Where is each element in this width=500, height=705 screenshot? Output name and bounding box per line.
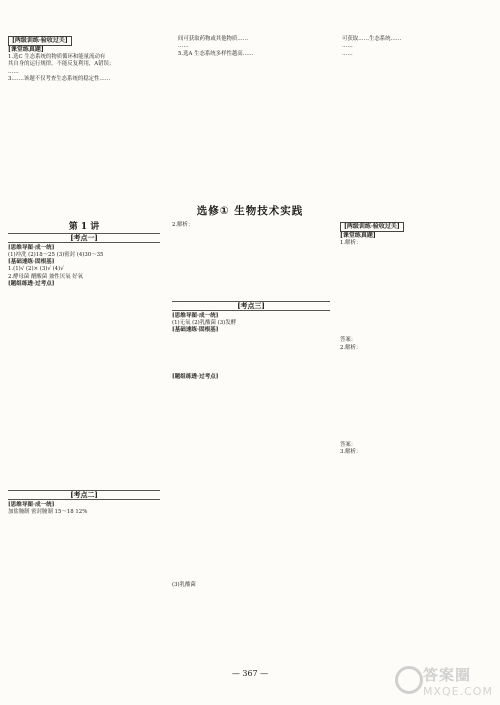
item-line: 答案： — [340, 441, 357, 448]
column-3 — [340, 222, 492, 456]
item-line: 答案： — [340, 337, 357, 344]
spacer — [172, 229, 330, 299]
top-middle-column — [178, 36, 328, 58]
fill-line-3: (1)无氧 (2)乳酸菌 (3)发酵 — [172, 319, 237, 326]
column-2 — [172, 222, 330, 589]
text-line: …… — [8, 68, 19, 75]
watermark-logo-icon — [395, 666, 423, 694]
text-line: 5.选A 生态系统多样性越高…… — [178, 50, 254, 57]
kaodian-2-header: [考点二] — [8, 490, 160, 499]
fill-line: (1)冲洗 (2)18～25 (3)密封 (4)30～35 — [8, 251, 104, 258]
spacer — [340, 352, 492, 442]
text-line: …… — [342, 43, 353, 50]
siwei-header-2: [思维导图·成一统] — [8, 501, 55, 508]
item-line: 2.酵母菌 醋酸菌 兼性厌氧 好氧 — [8, 273, 83, 280]
jiexi-line: 2.解析： — [172, 222, 194, 228]
spacer — [172, 382, 330, 582]
item-line: 3.解析： — [340, 449, 362, 456]
tizu-header: [题组练透·过考点] — [8, 281, 55, 288]
item-line: 1.(1)√ (2)× (3)√ (4)√ — [8, 266, 64, 273]
text-line: 3.……该题不仅考查生态系统的稳定性…… — [8, 75, 111, 82]
spacer — [8, 288, 160, 488]
watermark — [395, 660, 495, 702]
column-1 — [8, 222, 160, 516]
spacer — [340, 247, 492, 337]
fill-line-2: 加盐腌制 密封腌制 15～18 12% — [8, 508, 88, 515]
jichu-header-3: [基础速练·固根基] — [172, 327, 219, 334]
kaodian-1-header: [考点一] — [8, 233, 160, 242]
watermark-en: MXQE.COM — [423, 685, 493, 698]
subsection-header: [课堂练真题] — [340, 232, 376, 239]
text-line: …… — [342, 50, 353, 57]
page-number: — 367 — — [231, 669, 269, 678]
top-left-column — [8, 36, 158, 83]
siwei-header: [思维导图·成一统] — [8, 244, 55, 251]
item-line: 2.解析： — [340, 344, 362, 351]
text-line: 间可获取药物或其他物质…… — [178, 36, 249, 42]
lecture-title: 第 1 讲 — [68, 222, 100, 232]
top-right-column — [342, 36, 492, 58]
siwei-header-3: [思维导图·成一统] — [172, 312, 219, 319]
item-line: 1.解析： — [340, 240, 362, 246]
kaodian-3-header: [考点三] — [172, 301, 330, 310]
end-line: (3)乳酸菌 — [172, 581, 196, 588]
watermark-cn: 答案圈 — [423, 666, 472, 684]
section-header: [两级训练·验收过关] — [340, 222, 492, 232]
text-line: 可获取……生态系统…… — [342, 36, 402, 42]
text-line: 其自身的运行规律，不能反复利用，A错误； — [8, 61, 115, 68]
chapter-title: 选修① 生物技术实践 — [196, 205, 304, 217]
text-line: …… — [178, 43, 189, 50]
text-line: 1.选C 生态系统的物质循环和能量流动有 — [8, 54, 106, 60]
section-header-top: [两级训练·验收过关] — [8, 36, 158, 46]
tizu-header-3: [题组练透·过考点] — [172, 374, 219, 381]
subsection-header-top: [课堂练真题] — [8, 46, 44, 53]
spacer — [172, 334, 330, 374]
jichu-header: [基础速练·固根基] — [8, 259, 55, 266]
